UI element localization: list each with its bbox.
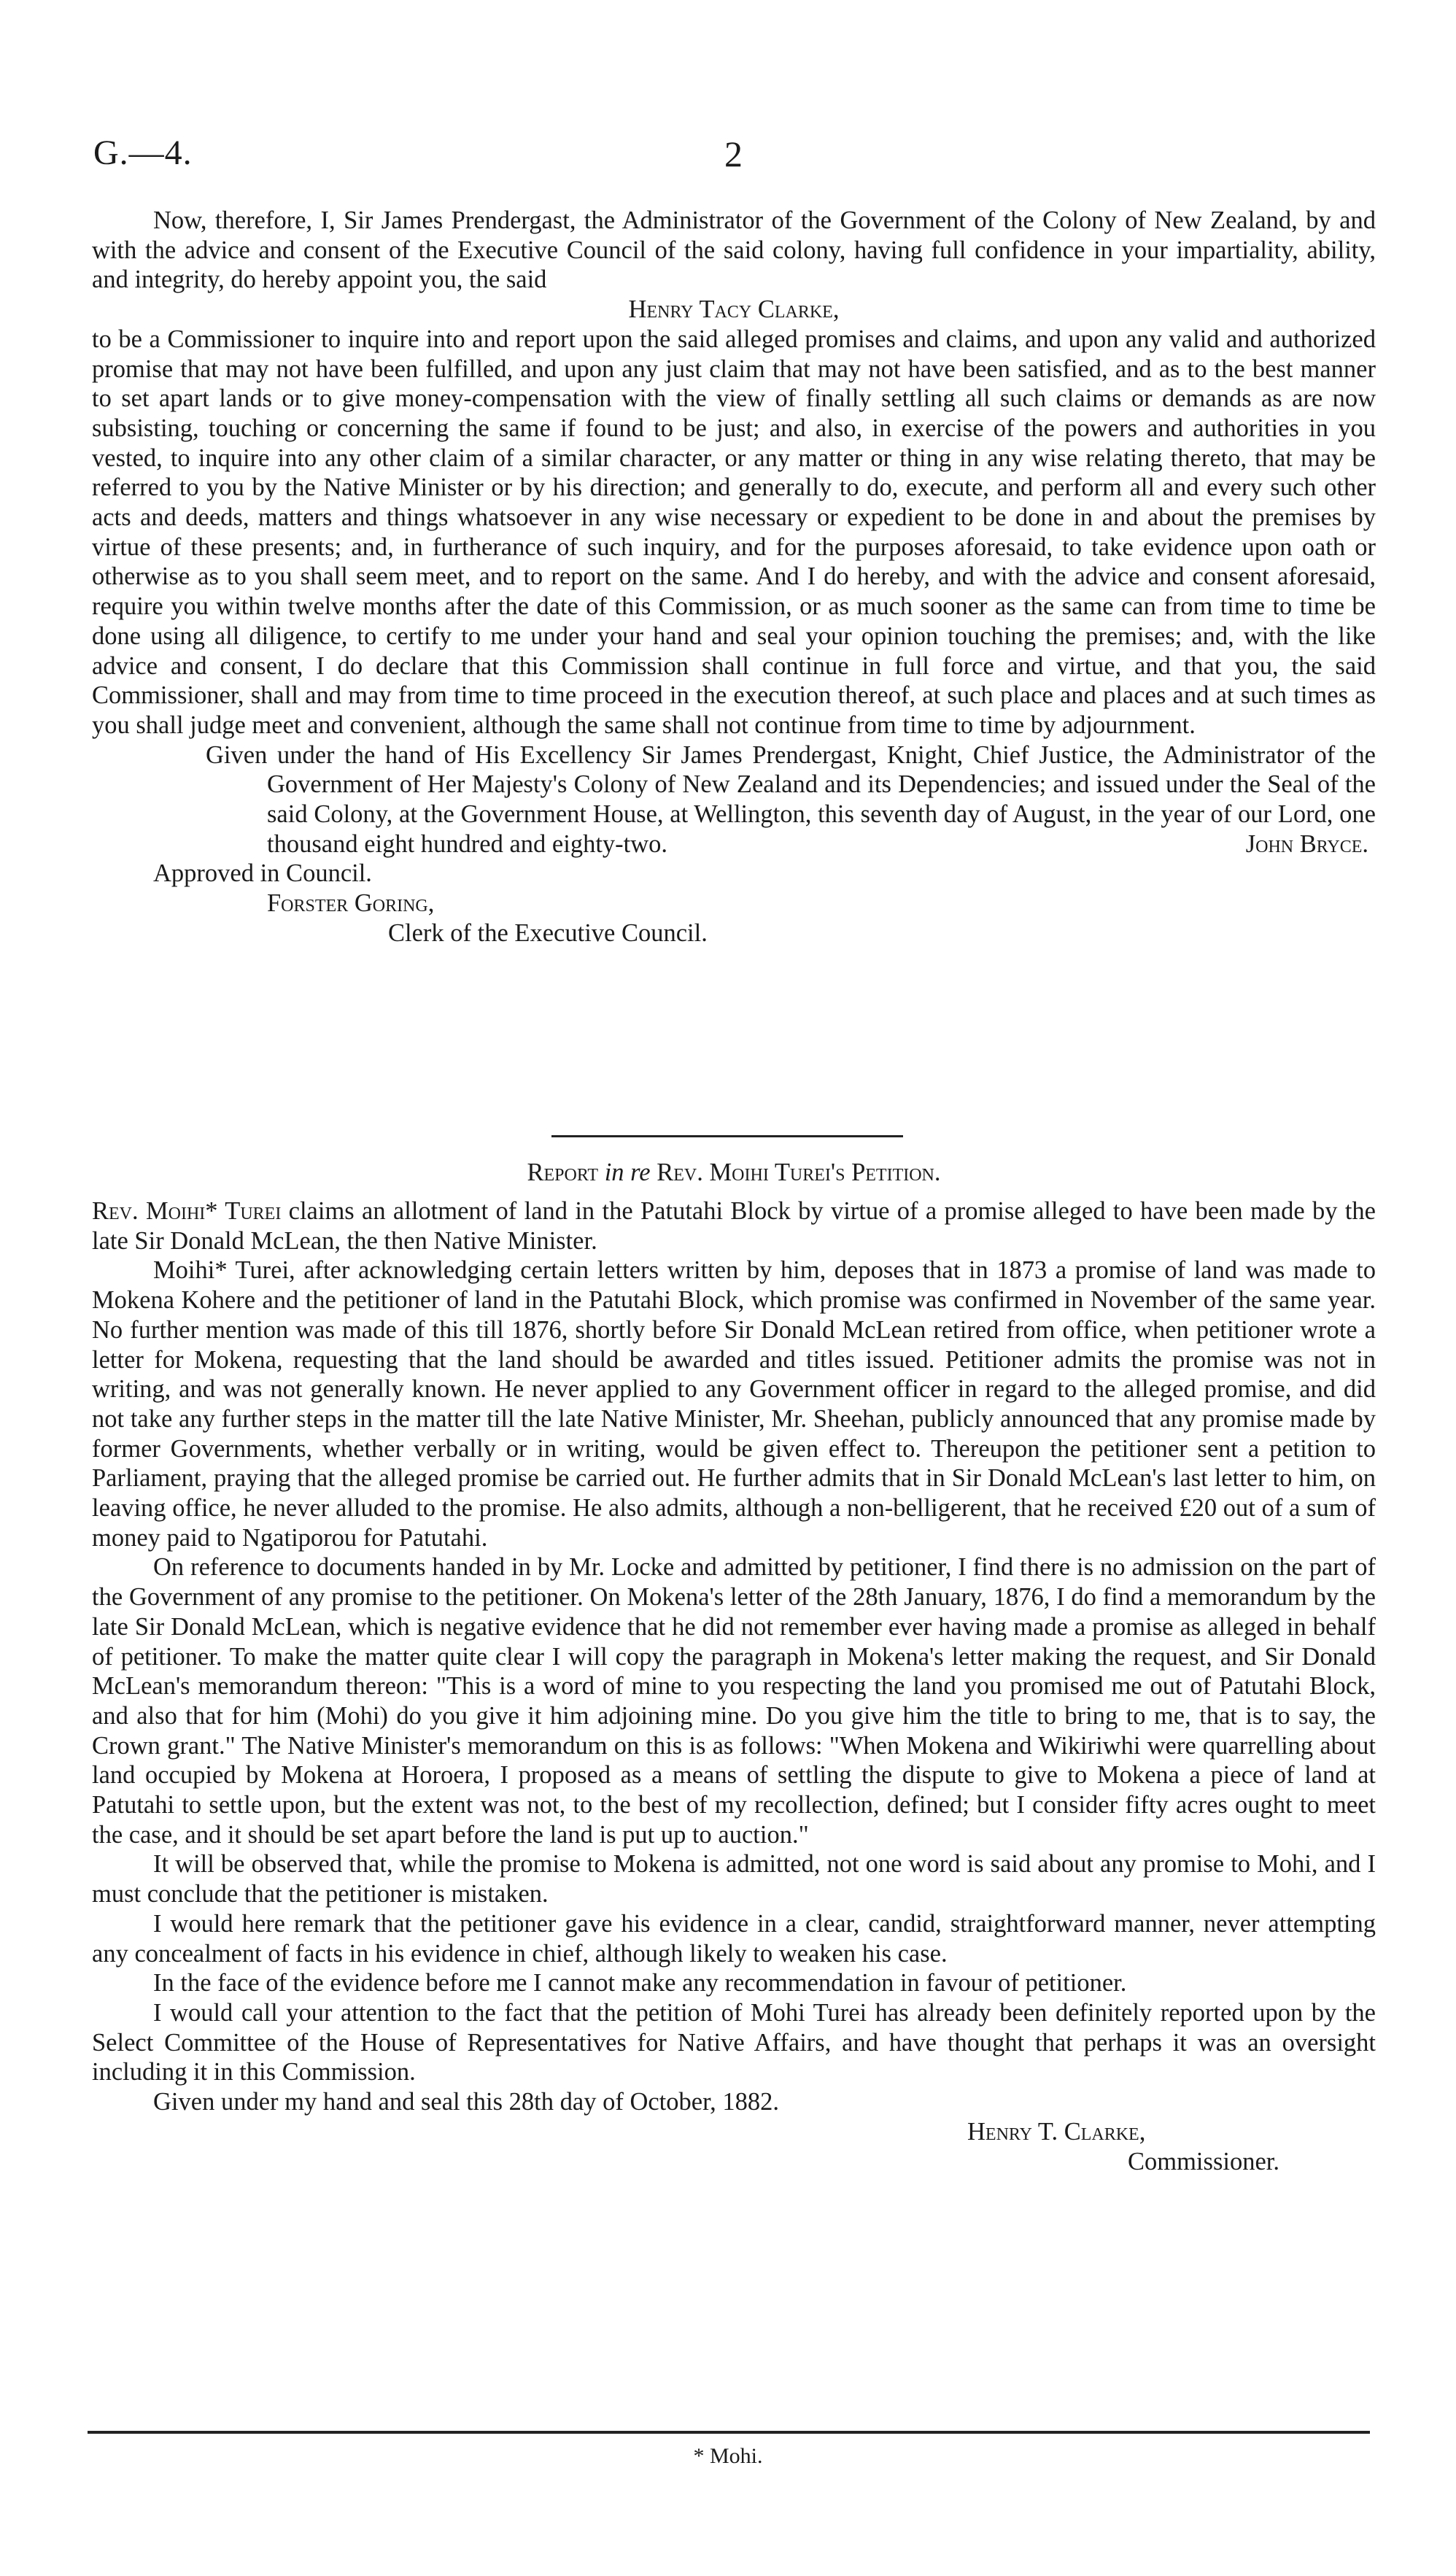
report-title bbox=[92, 1159, 1376, 1187]
report-title-in-re: in re bbox=[604, 1159, 651, 1186]
report-paragraph-7: I would call your attention to the fact that the petition of Mohi Turei has already been definitely reported upon by the Select Committee of the House of Representatives for Native Affairs, and have thought that perhaps it was an oversight including it in this Commission. bbox=[92, 1998, 1376, 2086]
commission-approved: Approved in Council. bbox=[153, 859, 372, 888]
commission-paragraph-2: to be a Commissioner to inquire into and report upon the said alleged promises and claims, and upon any valid and authorized promise that may not have been fulfilled, and upon any just claim that may not have been satisfied, and as to the best manner to set apart lands or to give money-compensation with the view of finally settling all such claims or demands as are now subsisting, touching or concerning the same if found to be just; and also, in exercise of the powers and authorities in you vested, to inquire into any other claim of a similar character, or any matter or thing in any wise relating thereto, that may be referred to you by the Native Minister or by his direction; and generally to do, execute, and perform all and every such other acts and deeds, matters and things whatsoever in any wise necessary or expedient to be done in and about the premises by virtue of these presents; and, in furtherance of such inquiry, and for the purposes aforesaid, to take evidence upon oath or otherwise as to you shall seem meet, and to report on the same. And I do hereby, and with the advice and consent aforesaid, require you within twelve months after the date of this Commission, or as much sooner as the same can from time to time be done using all diligence, to certify to me under your hand and seal your opinion touching the premises; and, with the like advice and consent, I do declare that this Commission shall continue in full force and virtue, and that you, the said Commissioner, shall and may from time to time proceed in the execution thereof, at such place and places and at such times as you shall judge meet and convenient, although the same shall not continue from time to time by adjournment. bbox=[92, 325, 1376, 739]
page-number: 2 bbox=[724, 134, 743, 174]
commission-section bbox=[92, 206, 1376, 948]
report-paragraph-1 bbox=[92, 1196, 1376, 1256]
report-paragraph-2: Moihi* Turei, after acknowledging certain letters written by him, deposes that in 1873 a promise of land was made to Mokena Kohere and the petitioner of land in the Patutahi Block, which promise was confirmed in November of the same year. No further mention was made of this till 1876, shortly before Sir Donald McLean retired from office, when petitioner wrote a letter for Mokena, requesting that the land should be awarded and titles issued. Petitioner admits the promise was not in writing, and was not generally known. He never applied to any Government officer in regard to the alleged promise, and did not take any further steps in the matter till the late Native Minister, Mr. Sheehan, publicly announced that any promise made by former Governments, whether verbally or in writing, would be given effect to. Thereupon the petitioner sent a petition to Parliament, praying that the alleged promise be carried out. He further admits that in Sir Donald McLean's last letter to him, on leaving office, he never alluded to the promise. He also admits, although a non-belligerent, that he received £20 out of a sum of money paid to Ngatiporou for Patutahi. bbox=[92, 1256, 1376, 1552]
section-divider bbox=[551, 1135, 903, 1137]
commission-given-signatory: John Bryce. bbox=[1245, 829, 1369, 858]
footnote-rule bbox=[88, 2431, 1370, 2434]
report-paragraph-6: In the face of the evidence before me I cannot make any recommendation in favour of petitioner. bbox=[153, 1969, 1127, 1997]
document-reference: G.—4. bbox=[93, 134, 193, 172]
commission-paragraph-1: Now, therefore, I, Sir James Prendergast, the Administrator of the Government of the Colony of New Zealand, by and with the advice and consent of the Executive Council of the said colony, having full confidence in your impartiality, ability, and integrity, do hereby appoint you, the said bbox=[92, 206, 1376, 294]
footnote: * Mohi. bbox=[693, 2444, 763, 2468]
clerk-title: Clerk of the Executive Council. bbox=[388, 918, 708, 947]
report-paragraph-3: On reference to documents handed in by Mr. Locke and admitted by petitioner, I find there is no admission on the part of the Government of any promise to the petitioner. On Mokena's letter of the 28th January, 1876, I do find a memorandum by the late Sir Donald McLean, which is negative evidence that he did not remember ever having made a promise as alleged in behalf of petitioner. To make the matter quite clear I will copy the paragraph in Mokena's letter making the request, and Sir Donald McLean's memorandum thereon: "This is a word of mine to you respecting the land you promised me out of Patutahi Block, and also that for him (Mohi) do you give it him adjoining mine. Do you give him the title to bring to me, that is to say, the Crown grant." The Native Minister's memorandum on this is as follows: "When Mokena and Wikiriwhi were quarrelling about land occupied by Mokena at Horoera, I proposed as a means of settling the dispute to give to Mokena a piece of land at Patutahi to settle upon, but the extent was not, to the best of my recollection, defined; but I consider fifty acres ought to meet the case, and it should be set apart before the land is put up to auction." bbox=[92, 1553, 1376, 1849]
report-paragraph-8: Given under my hand and seal this 28th day of October, 1882. bbox=[153, 2088, 780, 2116]
report-signatory-title: Commissioner. bbox=[1128, 2147, 1279, 2175]
report-signatory: Henry T. Clarke, bbox=[967, 2117, 1146, 2146]
commission-given-clause bbox=[92, 740, 1376, 859]
report-section bbox=[92, 1196, 1376, 2176]
report-paragraph-5: I would here remark that the petitioner gave his evidence in a clear, candid, straightforward manner, never attempting any concealment of facts in his evidence in chief, although likely to weaken his case. bbox=[92, 1909, 1376, 1968]
clerk-name: Forster Goring, bbox=[267, 889, 435, 918]
commission-appointee: Henry Tacy Clarke, bbox=[628, 295, 840, 324]
commission-given-text: Given under the hand of His Excellency Sir James Prendergast, Knight, Chief Justice, the Administrator of the Government of Her Majesty's Colony of New Zealand and its Dependencies; and issued under the Seal of the said Colony, at the Government House, at Wellington, this seventh day of August, in the year of our Lord, one thousand eight hundred and eighty-two. bbox=[206, 740, 1376, 858]
report-name-lead: Rev. Moihi* Turei bbox=[92, 1197, 282, 1225]
report-paragraph-4: It will be observed that, while the promise to Mokena is admitted, not one word is said about any promise to Mohi, and I must conclude that the petitioner is mistaken. bbox=[92, 1850, 1376, 1908]
report-paragraph-1-text: claims an allotment of land in the Patutahi Block by virtue of a promise alleged to have been made by the late Sir Donald McLean, the then Native Minister. bbox=[92, 1197, 1376, 1255]
report-title-prefix: Report bbox=[527, 1159, 605, 1186]
report-title-suffix: Rev. Moihi Turei's Petition. bbox=[650, 1159, 941, 1186]
